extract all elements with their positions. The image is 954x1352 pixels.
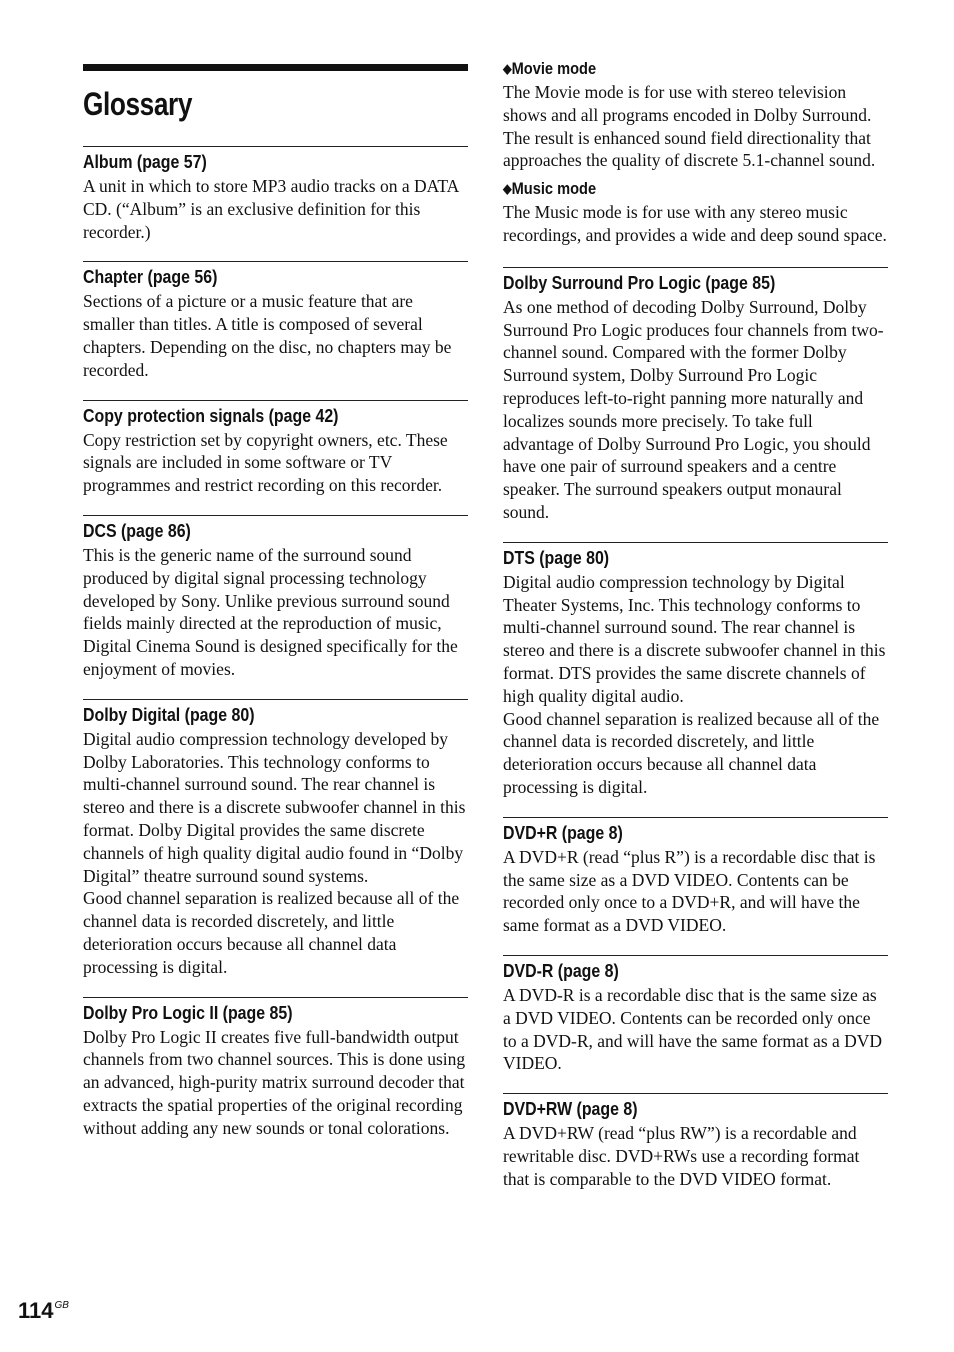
glossary-entry (503, 267, 888, 524)
glossary-definition: Copy restriction set by copyright owners, etc. These signals are included in some software or TV programmes and restrict recording on this recorder. (83, 429, 448, 496)
glossary-entry (83, 699, 468, 979)
glossary-definition: A DVD+RW (read “plus RW”) is a recordable and rewritable disc. DVD+RWs use a recording format that is comparable to the DVD VIDEO format. (503, 1123, 860, 1189)
page-number-suffix: GB (54, 1300, 69, 1311)
glossary-term: Dolby Surround Pro Logic (page 85) (503, 271, 776, 293)
glossary-term: Dolby Pro Logic II (page 85) (83, 1001, 293, 1023)
mode-definition: The Music mode is for use with any stereo music recordings, and provides a wide and deep sound space. (503, 202, 887, 245)
glossary-term: DCS (page 86) (83, 519, 191, 541)
mode-term-label: Music mode (511, 179, 597, 199)
left-column (83, 64, 468, 1140)
mode-term (503, 58, 834, 80)
diamond-bullet-icon: ◆ (503, 61, 512, 76)
glossary-term: DVD+R (page 8) (503, 821, 623, 843)
glossary-entry (83, 997, 468, 1140)
glossary-entry (503, 1093, 888, 1190)
diamond-bullet-icon: ◆ (503, 181, 512, 197)
mode-term-label: Movie mode (511, 59, 597, 78)
title-rule (83, 64, 468, 71)
glossary-definition: A unit in which to store MP3 audio tracks on a DATA CD. (“Album” is an exclusive definition for this recorder.) (83, 176, 459, 242)
right-column (503, 58, 888, 1190)
page-title: Glossary (83, 86, 193, 122)
glossary-entry (503, 542, 888, 799)
page-number (18, 1298, 69, 1324)
glossary-entry (83, 146, 468, 243)
mode-entry (503, 58, 888, 172)
glossary-entry (503, 955, 888, 1075)
mode-term (503, 178, 834, 200)
dolby-modes-list (503, 58, 888, 247)
glossary-definition: Good channel separation is realized because all of the channel data is recorded discretely, and little deterioration occurs because all channel data processing is digital. (83, 888, 460, 977)
glossary-entry (83, 261, 468, 381)
glossary-definition: This is the generic name of the surround sound produced by digital signal processing technology developed by Sony. Unlike previous surround sound fields mainly directed at the reproduction of music, Digital Cinema Sound is designed specifically for the enjoyment of movies. (83, 544, 458, 679)
mode-entry (503, 178, 888, 247)
glossary-definition: A DVD-R is a recordable disc that is the same size as a DVD VIDEO. Contents can be recorded only once to a DVD-R, and will have the same format as a DVD VIDEO. (503, 984, 883, 1074)
glossary-definition: A DVD+R (read “plus R”) is a recordable disc that is the same size as a DVD VIDEO. Contents can be recorded only once to a DVD+R, and will have the same format as a DVD VIDEO. (503, 846, 876, 936)
glossary-term: Copy protection signals (page 42) (83, 404, 339, 426)
glossary-term: DVD+RW (page 8) (503, 1098, 638, 1120)
glossary-definition: As one method of decoding Dolby Surround, Dolby Surround Pro Logic produces four channels from two-channel sound. Compared with the former Dolby Surround system, Dolby Surround Pro Logic reproduces left-to-right panning more naturally and localizes sounds more precisely. To take full advantage of Dolby Surround Pro Logic, you should have one pair of surround speakers and a centre speaker. The surround speakers output monaural sound. (503, 296, 884, 522)
glossary-definition: Good channel separation is realized because all of the channel data is recorded discretely, and little deterioration occurs because all channel data processing is digital. (503, 708, 880, 797)
left-glossary-list (83, 146, 468, 1140)
glossary-term: DTS (page 80) (503, 546, 610, 568)
page-number-value: 114 (18, 1298, 54, 1323)
glossary-definition: Sections of a picture or a music feature that are smaller than titles. A title is composed of several chapters. Depending on the disc, no chapters may be recorded. (83, 291, 452, 380)
glossary-definition: Digital audio compression technology developed by Dolby Laboratories. This technology conforms to multi-channel surround sound. The rear channel is stereo and there is a discrete subwoofer channel in this format. Dolby Digital provides the same discrete channels of high quality digital audio found in “Dolby Digital” theatre surround sound systems. (83, 728, 466, 886)
glossary-term: Dolby Digital (page 80) (83, 703, 255, 725)
glossary-term: Chapter (page 56) (83, 266, 218, 288)
glossary-term: Album (page 57) (83, 151, 207, 172)
right-glossary-list (503, 267, 888, 1191)
glossary-entry (83, 515, 468, 681)
glossary-entry (83, 400, 468, 497)
mode-definition: The Movie mode is for use with stereo television shows and all programs encoded in Dolby Surround. The result is enhanced sound field directionality that approaches the quality of discrete 5.1-channel sound. (503, 82, 876, 171)
glossary-term: DVD-R (page 8) (503, 959, 619, 981)
glossary-entry (503, 817, 888, 937)
glossary-definition: Digital audio compression technology by Digital Theater Systems, Inc. This technology conforms to multi-channel surround sound. The rear channel is stereo and there is a discrete subwoofer channel in this format. DTS provides the same discrete channels of high quality digital audio. (503, 571, 886, 706)
glossary-definition: Dolby Pro Logic II creates five full-bandwidth output channels from two channel sources. This is done using an advanced, high-purity matrix surround decoder that extracts the spatial properties of the original recording without adding any new sounds or tonal colorations. (83, 1026, 466, 1138)
